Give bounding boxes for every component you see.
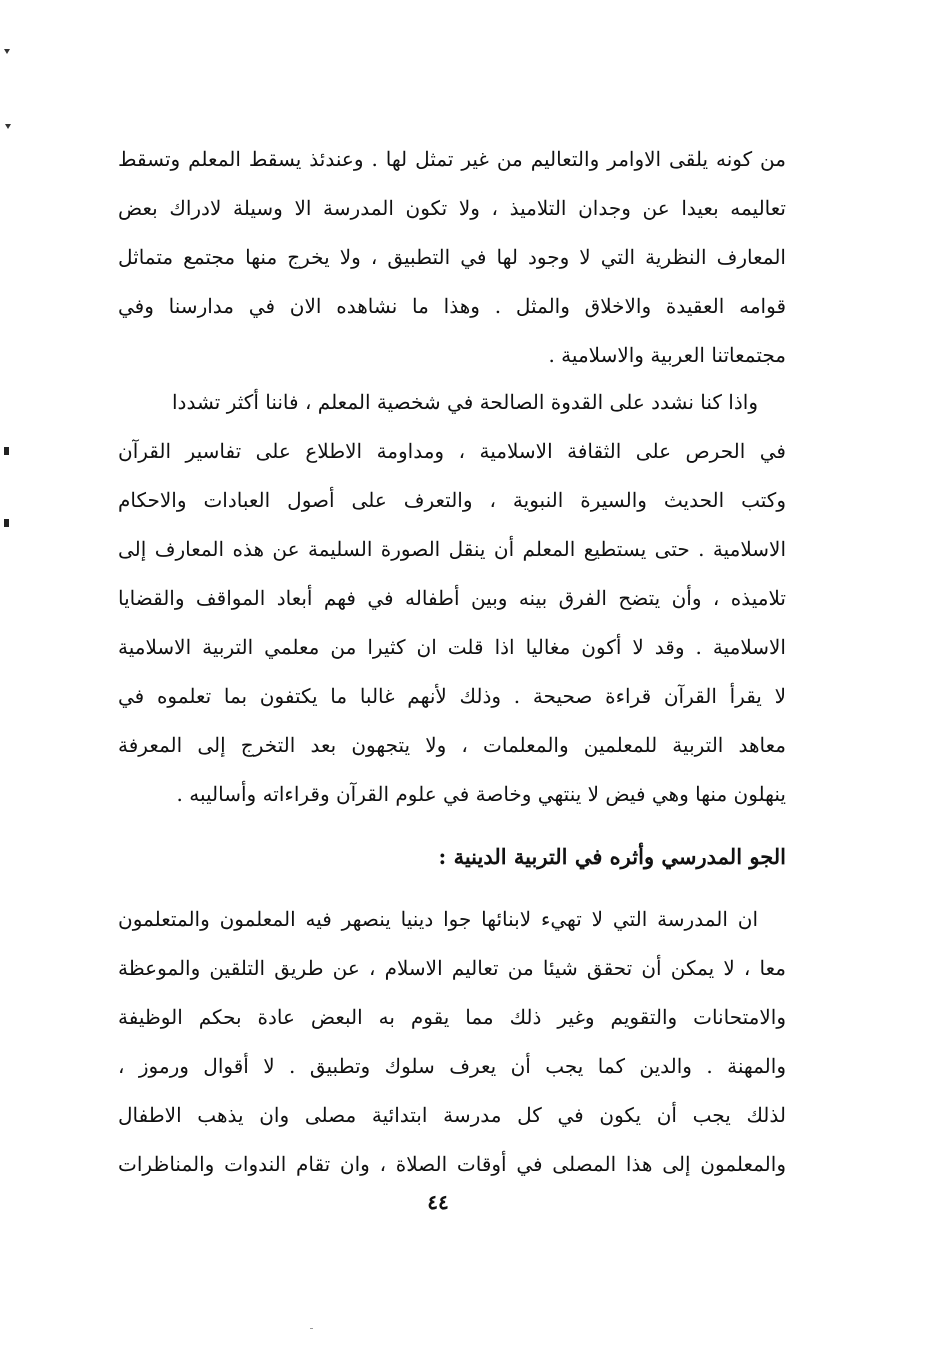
text-line: معا ، لا يمكن أن تحقق شيئا من تعاليم الاسلام ، عن طريق التلقين والموعظة bbox=[118, 956, 786, 980]
margin-mark bbox=[4, 447, 9, 455]
text-line: وكتب الحديث والسيرة النبوية ، والتعرف على أصول العبادات والاحكام bbox=[118, 488, 786, 512]
text-line: والامتحانات والتقويم وغير ذلك مما يقوم به البعض عادة بحكم الوظيفة bbox=[118, 1005, 786, 1029]
scan-speck bbox=[310, 1328, 313, 1329]
text-line: لا يقرأ القرآن قراءة صحيحة . وذلك لأنهم غالبا ما يكتفون بما تعلموه في bbox=[118, 684, 786, 708]
text-line: والمهنة . والدين كما يجب أن يعرف سلوك وتطبيق . لا أقوال ورموز ، bbox=[118, 1054, 786, 1078]
text-line: من كونه يلقى الاوامر والتعاليم من غير تمثل لها . وعندئذ يسقط المعلم وتسقط bbox=[118, 147, 786, 171]
text-line: الاسلامية . وقد لا أكون مغاليا اذا قلت ان كثيرا من معلمي التربية الاسلامية bbox=[118, 635, 786, 659]
text-line: في الحرص على الثقافة الاسلامية ، ومداومة الاطلاع على تفاسير القرآن bbox=[118, 439, 786, 463]
margin-mark bbox=[4, 519, 9, 527]
paragraph-3 bbox=[118, 895, 786, 1189]
section-heading: الجو المدرسي وأثره في التربية الدينية : bbox=[438, 844, 786, 869]
margin-mark bbox=[4, 49, 10, 54]
text-line: الاسلامية . حتى يستطيع المعلم أن ينقل الصورة السليمة عن هذه المعارف إلى bbox=[118, 537, 786, 561]
text-line: ينهلون منها وهي فيض لا ينتهي وخاصة في علوم القرآن وقراءاته وأساليبه . bbox=[176, 782, 786, 806]
paragraph-1 bbox=[118, 135, 786, 380]
page-number: ٤٤ bbox=[427, 1190, 449, 1214]
text-line: قوامه العقيدة والاخلاق والمثل . وهذا ما نشاهده الان في مدارسنا وفي bbox=[118, 294, 786, 318]
paragraph-2 bbox=[118, 378, 786, 819]
text-line: واذا كنا نشدد على القدوة الصالحة في شخصية المعلم ، فاننا أكثر تشددا bbox=[172, 390, 758, 414]
text-line: ان المدرسة التي لا تهيء لابنائها جوا دينيا ينصهر فيه المعلمون والمتعلمون bbox=[118, 907, 758, 931]
text-line: تلاميذه ، وأن يتضح الفرق بينه وبين أطفاله في فهم أبعاد المواقف والقضايا bbox=[118, 586, 786, 610]
text-line: المعارف النظرية التي لا وجود لها في التطبيق ، ولا يخرج منها مجتمع متماثل bbox=[118, 245, 786, 269]
margin-mark bbox=[5, 124, 11, 129]
text-line: تعاليمه بعيدا عن وجدان التلاميذ ، ولا تكون المدرسة الا وسيلة لادراك بعض bbox=[118, 196, 786, 220]
text-line: مجتمعاتنا العربية والاسلامية . bbox=[548, 343, 786, 367]
text-line: معاهد التربية للمعلمين والمعلمات ، ولا يتجهون بعد التخرج إلى المعرفة bbox=[118, 733, 786, 757]
text-line: لذلك يجب أن يكون في كل مدرسة ابتدائية مصلى وان يذهب الاطفال bbox=[118, 1103, 786, 1127]
text-line: والمعلمون إلى هذا المصلى في أوقات الصلاة ، وان تقام الندوات والمناظرات bbox=[118, 1152, 786, 1176]
